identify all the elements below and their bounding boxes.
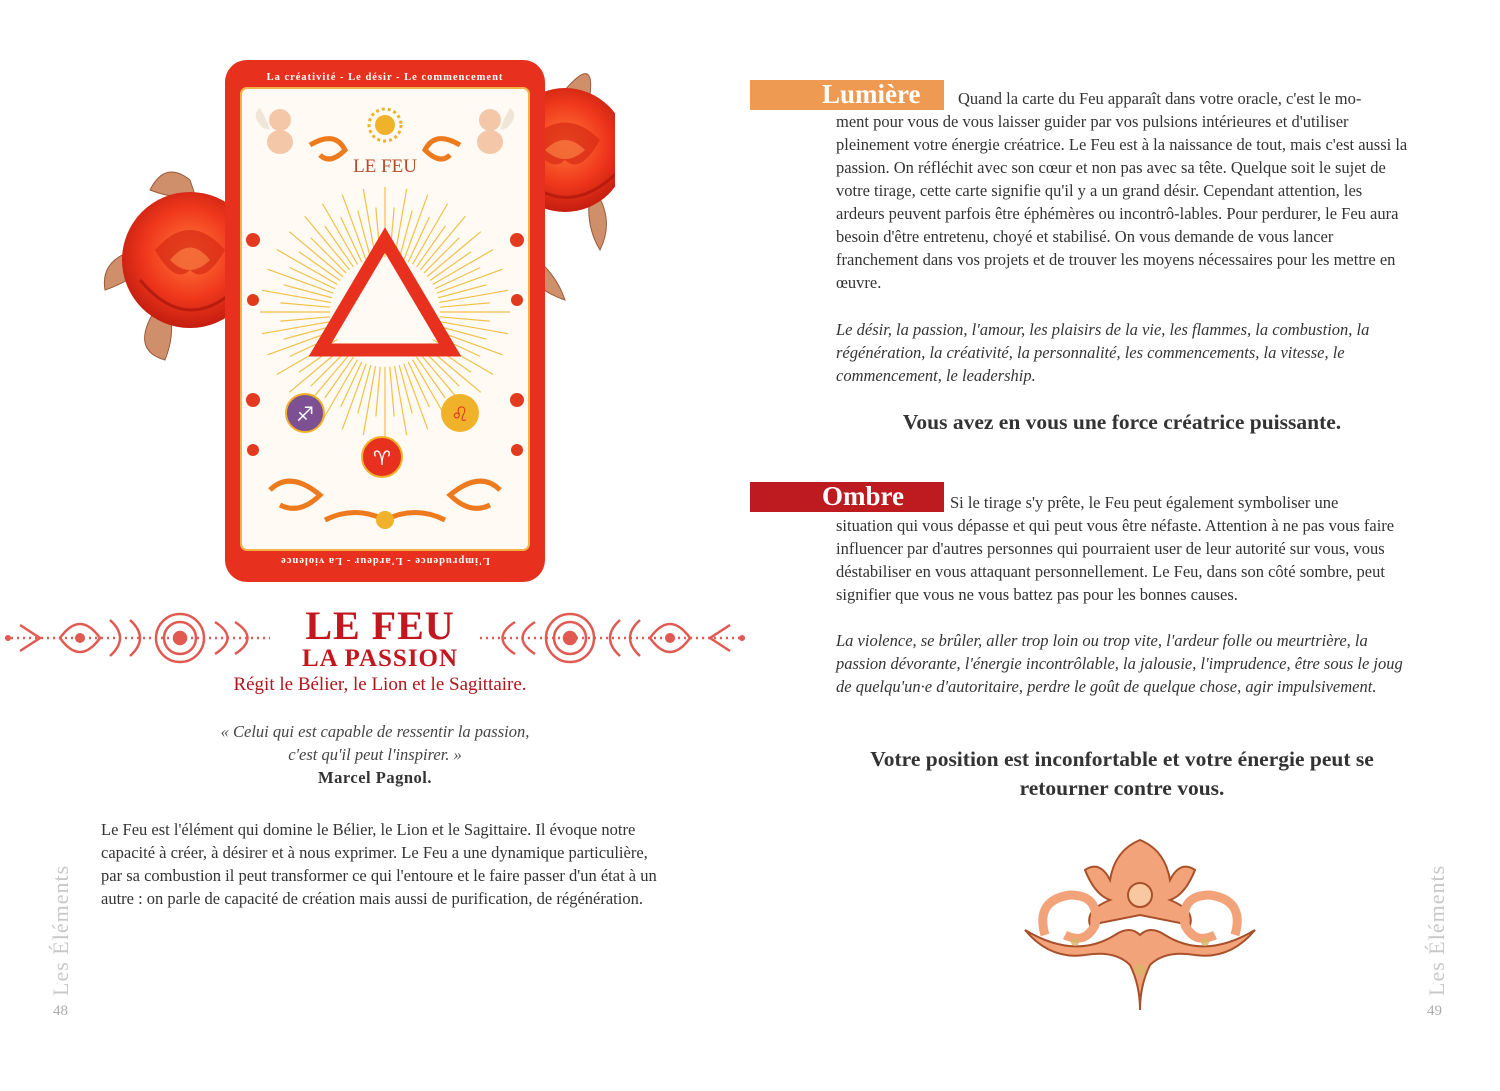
- rules-line: Régit le Bélier, le Lion et le Sagittaire.: [233, 674, 527, 695]
- title-subtitle: LA PASSION: [301, 645, 459, 672]
- aries-icon: [362, 437, 402, 477]
- lumiere-first-line: Quand la carte du Feu apparaît dans votre oracle, c'est le mo-: [958, 89, 1362, 108]
- oracle-card-illustration: [95, 50, 615, 590]
- svg-text:♐: ♐: [296, 402, 314, 426]
- lumiere-header: [750, 80, 944, 110]
- card-name: LE FEU: [353, 156, 417, 177]
- ombre-conclusion: Votre position est inconfortable et votre énergie peut se retourner contre vous.: [870, 747, 1374, 800]
- flower-ornament-icon: [1015, 820, 1265, 1020]
- ornament-right: [470, 600, 750, 680]
- intro-paragraph: Le Feu est l'élément qui domine le Bélier, le Lion et le Sagittaire. Il évoque notre capacité à créer, à désirer et à nous exprimer. Le Feu a une dynamique particulière, par sa combustion il peut transformer ce qui l'entoure et le faire passer d'un état à un autre : on parle de capacité de création mais aussi de purification, de régénération.: [101, 820, 657, 908]
- quote: [150, 720, 600, 789]
- lumiere-body: ment pour vous de vous laisser guider par vos pulsions intérieures et d'utiliser pleinement votre énergie créatrice. Le Feu est à la naissance de tout, mais c'est aussi la passion. On réfléchit avec son cœur et non pas avec sa tête. Quelque soit le sujet de votre tirage, cette carte signifie qu'il y a un grand désir. Cependant attention, les ardeurs peuvent parfois être éphémères ou incontrô-lables. Pour perdurer, le Feu aura besoin d'être entretenu, choyé et stabilisé. On vous demande de vous lancer franchement dans vos projets et de trouver les moyens nécessaires pour les mettre en œuvre.: [836, 112, 1408, 292]
- card-top-text: La créativité - Le désir - Le commencement: [266, 72, 504, 83]
- quote-line-2: c'est qu'il peut l'inspirer. »: [288, 745, 462, 764]
- ombre-keywords: La violence, se brûler, aller trop loin ou trop vite, l'ardeur folle ou meurtrière, la passion dévorante, l'énergie incontrôlable, la jalousie, l'imprudence, être sous le joug de quelqu'un·e d'autoritaire, perdre le goût de quelque chose, agir impulsivement.: [836, 631, 1403, 696]
- ombre-header: [750, 482, 944, 512]
- page-title: [290, 603, 470, 672]
- ombre-body: situation qui vous dépasse et qui peut vous être néfaste. Attention à ne pas vous faire influencer par d'autres personnes qui pourraient user de leur autorité sur vous, vous déstabiliser en vous attaquant personnellement. Le Feu, dans son côté sombre, peut signifier que vous ne vous battez pas pour les bonnes causes.: [836, 516, 1395, 604]
- lumiere-keywords: Le désir, la passion, l'amour, les plaisirs de la vie, les flammes, la combustion, la régénération, la créativité, la personnalité, les commencements, la vitesse, le commencement, le leadership.: [836, 320, 1370, 385]
- ornament-left: [0, 600, 280, 680]
- svg-text:♌: ♌: [451, 402, 469, 426]
- title-main: LE FEU: [305, 603, 455, 648]
- page-number-right: 49: [1427, 1003, 1442, 1019]
- side-label-right: Les Éléments: [1424, 864, 1449, 996]
- sun-icon: [376, 511, 394, 529]
- svg-text:♈: ♈: [373, 446, 391, 470]
- card-bottom-text: L'imprudence - L'ardeur - La violence: [280, 555, 490, 566]
- page-number-left: 48: [53, 1003, 68, 1019]
- leo-icon: [441, 394, 479, 432]
- lumiere-label: Lumière: [822, 79, 921, 109]
- quote-line-1: « Celui qui est capable de ressentir la passion,: [220, 722, 530, 741]
- quote-author: Marcel Pagnol.: [318, 768, 432, 787]
- sagittarius-icon: [286, 394, 324, 432]
- ombre-label: Ombre: [822, 481, 904, 511]
- side-label-left: Les Éléments: [48, 864, 73, 996]
- lumiere-conclusion: Vous avez en vous une force créatrice puissante.: [902, 410, 1342, 434]
- ombre-first-line: Si le tirage s'y prête, le Feu peut également symboliser une: [950, 493, 1339, 512]
